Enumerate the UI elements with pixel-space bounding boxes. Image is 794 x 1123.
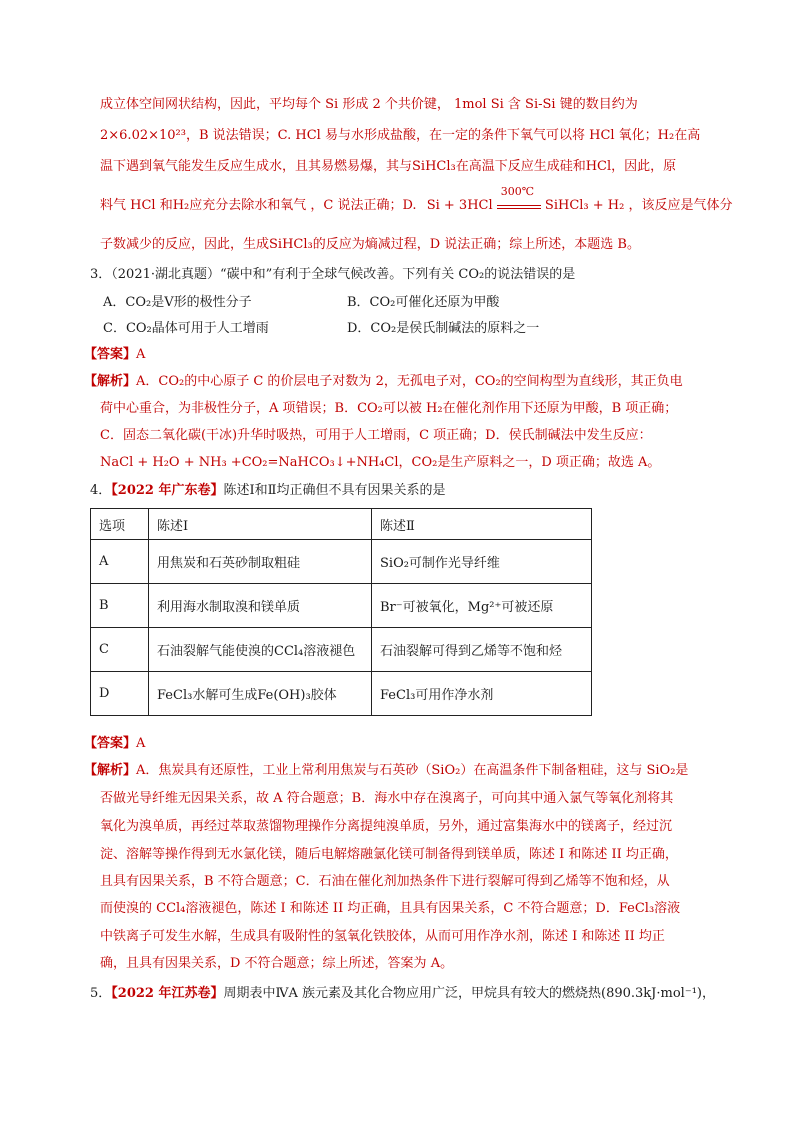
q5-stem bbox=[90, 985, 715, 1003]
prev-analysis-line-3: 温下遇到氧气能发生反应生成水，且其易燃易爆，其与SiHCl₃在高温下反应生成硅和HCl，因此，原 bbox=[100, 159, 677, 174]
table-cell: FeCl₃水解可生成Fe(OH)₃胶体 bbox=[149, 672, 372, 716]
table-row bbox=[91, 540, 592, 584]
q4-analysis-line-4: 淀、溶解等操作得到无水氯化镁，随后电解熔融氯化镁可制备得到镁单质，陈述 I 和陈述 II 均正确， bbox=[100, 847, 678, 862]
q4-table bbox=[90, 508, 592, 716]
q3-option-a: A．CO₂是Ⅴ形的极性分子 bbox=[103, 295, 252, 310]
table-cell: 石油裂解气能使溴的CCl₄溶液褪色 bbox=[149, 628, 372, 672]
q5-stem-text: 周期表中ⅣA 族元素及其化合物应用广泛，甲烷具有较大的燃烧热 bbox=[223, 986, 602, 1001]
table-cell: A bbox=[91, 540, 149, 584]
reaction-equation bbox=[426, 185, 629, 213]
q3-analysis-line-4: NaCl + H₂O + NH₃ +CO₂=NaHCO₃↓+NH₄Cl，CO₂是生产原料之一，D 项正确；故选 A。 bbox=[100, 455, 661, 470]
equation-products: SiHCl₃ + H₂ bbox=[544, 198, 625, 213]
q3-stem: 3．（2021·湖北真题）“碳中和”有利于全球气候改善。下列有关 CO₂的说法错误的是 bbox=[90, 267, 576, 282]
q4-source: 【2022 年广东卷】 bbox=[111, 483, 224, 498]
q4-analysis-line-7: 中铁离子可发生水解，生成具有吸附性的氢氧化铁胶体，从而可用作净水剂，陈述 I 和陈述 II 均正 bbox=[100, 929, 665, 944]
table-cell: SiO₂可制作光导纤维 bbox=[372, 540, 592, 584]
q4-answer-label: 【答案】 bbox=[84, 736, 137, 751]
q3-analysis-line-2: 荷中心重合，为非极性分子，A 项错误；B．CO₂可以被 H₂在催化剂作用下还原为甲酸，B 项正确； bbox=[100, 401, 678, 416]
q4-analysis-line-6: 而使溴的 CCl₄溶液褪色，陈述 I 和陈述 II 均正确，且具有因果关系，C 不符合题意；D．FeCl₃溶液 bbox=[100, 901, 681, 916]
q4-analysis-line-1 bbox=[84, 762, 688, 780]
q5-value: (890.3kJ·mol⁻¹)， bbox=[601, 986, 715, 1001]
prev-analysis-line-1: 成立体空间网状结构，因此，平均每个 Si 形成 2 个共价键， 1mol Si 含 Si-Si 键的数目约为 bbox=[100, 97, 638, 112]
q3-answer-value: A bbox=[136, 347, 146, 362]
q3-analysis-label: 【解析】 bbox=[84, 374, 137, 389]
q4-answer-value: A bbox=[136, 736, 146, 751]
table-cell: FeCl₃可用作净水剂 bbox=[372, 672, 592, 716]
prev-analysis-line-4-tail: ，该反应是气体分 bbox=[628, 198, 733, 213]
table-cell: 石油裂解可得到乙烯等不饱和烃 bbox=[372, 628, 592, 672]
q3-analysis-line-3: C．固态二氧化碳(干冰)升华时吸热，可用于人工增雨，C 项正确；D．侯氏制碱法中发生反应： bbox=[100, 428, 652, 443]
q5-number: 5． bbox=[90, 986, 112, 1001]
q4-analysis-line-3: 氧化为溴单质，再经过萃取蒸馏物理操作分离提纯溴单质，另外，通过富集海水中的镁离子，经过沉 bbox=[100, 819, 673, 834]
table-header-cell: 陈述Ⅱ bbox=[372, 509, 592, 540]
q3-analysis-line-1 bbox=[84, 373, 683, 391]
q3-option-c: C．CO₂晶体可用于人工增雨 bbox=[103, 321, 269, 336]
q4-answer bbox=[84, 735, 145, 753]
q4-number: 4． bbox=[90, 483, 112, 498]
table-cell: D bbox=[91, 672, 149, 716]
table-row bbox=[91, 672, 592, 716]
q3-answer bbox=[84, 346, 145, 364]
table-cell: C bbox=[91, 628, 149, 672]
prev-analysis-line-2: 2×6.02×10²³，B 说法错误；C. HCl 易与水形成盐酸，在一定的条件下氧气可以将 HCl 氧化；H₂在高 bbox=[100, 128, 701, 143]
table-row bbox=[91, 584, 592, 628]
q3-answer-label: 【答案】 bbox=[84, 347, 137, 362]
table-row bbox=[91, 628, 592, 672]
equation-reactants: Si + 3HCl bbox=[426, 198, 493, 213]
table-cell: 利用海水制取溴和镁单质 bbox=[149, 584, 372, 628]
q4-analysis-label: 【解析】 bbox=[84, 763, 137, 778]
equation-condition: 300℃ bbox=[500, 185, 535, 198]
q4-analysis-text-1: A．焦炭具有还原性，工业上常利用焦炭与石英砂（SiO₂）在高温条件下制备粗硅，这与 SiO₂是 bbox=[136, 763, 689, 778]
q4-analysis-line-2: 否做光导纤维无因果关系，故 A 符合题意；B．海水中存在溴离子，可向其中通入氯气等氧化剂将其 bbox=[100, 791, 674, 806]
q4-analysis-line-8: 确，且具有因果关系，D 不符合题意；综上所述，答案为 A。 bbox=[100, 956, 454, 971]
q4-analysis-line-5: 且具有因果关系，B 不符合题意；C．石油在催化剂加热条件下进行裂解可得到乙烯等不饱和烃，从 bbox=[100, 874, 670, 889]
table-header-cell: 陈述Ⅰ bbox=[149, 509, 372, 540]
table-cell: B bbox=[91, 584, 149, 628]
q3-option-d: D．CO₂是侯氏制碱法的原料之一 bbox=[347, 321, 540, 336]
table-cell: 用焦炭和石英砂制取粗硅 bbox=[149, 540, 372, 584]
q3-option-b: B．CO₂可催化还原为甲酸 bbox=[347, 295, 500, 310]
q3-analysis-text-1: A．CO₂的中心原子 C 的价层电子对数为 2，无孤电子对，CO₂的空间构型为直线形，其正负电 bbox=[136, 374, 683, 389]
table-header-cell: 选项 bbox=[91, 509, 149, 540]
q4-stem bbox=[90, 482, 445, 500]
table-header-row bbox=[91, 509, 592, 540]
prev-analysis-line-4 bbox=[100, 185, 733, 215]
prev-analysis-line-5: 子数减少的反应，因此，生成SiHCl₃的反应为熵减过程，D 说法正确；综上所述，本题选 B。 bbox=[100, 237, 640, 252]
table-cell: Br⁻可被氧化，Mg²⁺可被还原 bbox=[372, 584, 592, 628]
q5-source: 【2022 年江苏卷】 bbox=[111, 986, 224, 1001]
q4-stem-text: 陈述Ⅰ和Ⅱ均正确但不具有因果关系的是 bbox=[223, 483, 446, 498]
equation-condition-arrow bbox=[497, 185, 541, 209]
prev-analysis-line-4-text: 料气 HCl 和H₂应充分去除水和氧气 ，C 说法正确；D. bbox=[100, 198, 417, 213]
